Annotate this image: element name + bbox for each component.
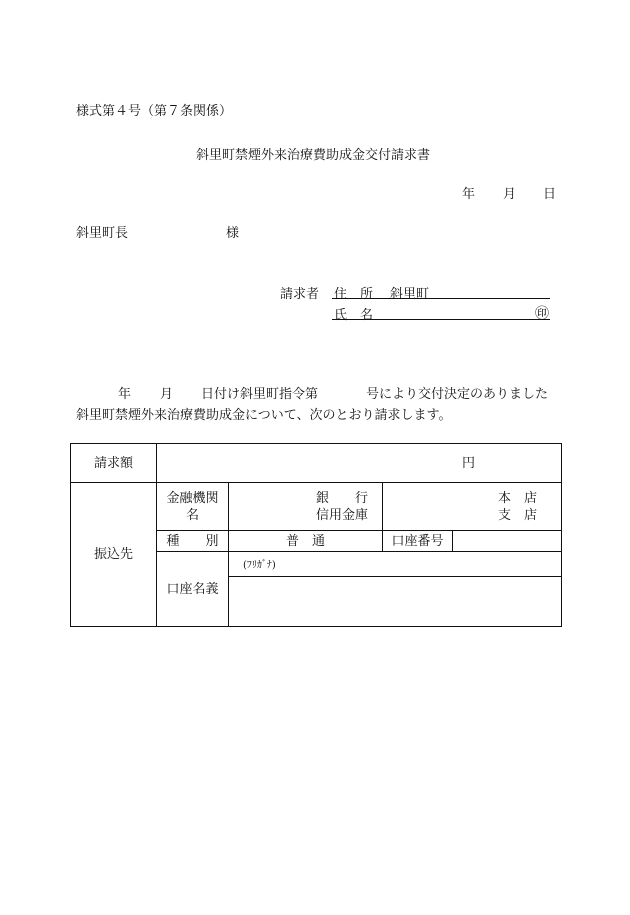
body-year: 年 bbox=[118, 387, 132, 402]
account-number-label: 口座番号 bbox=[383, 531, 453, 552]
name-label: 氏 名 bbox=[334, 308, 374, 323]
address-label: 住 所 bbox=[334, 287, 374, 302]
furigana-label: (ﾌﾘｶﾞﾅ) bbox=[243, 560, 276, 571]
bank-option: 銀 行 bbox=[315, 490, 368, 506]
account-holder-cell[interactable] bbox=[229, 577, 562, 627]
amount-cell[interactable] bbox=[157, 444, 562, 483]
account-number-cell[interactable] bbox=[453, 531, 562, 552]
head-office-option: 本 店 bbox=[498, 490, 538, 506]
form-number: 様式第４号（第７条関係） bbox=[76, 104, 233, 119]
name-underline bbox=[332, 319, 550, 320]
institution-label bbox=[157, 483, 229, 531]
type-value: 普 通 bbox=[229, 531, 383, 552]
type-label: 種 別 bbox=[157, 531, 229, 552]
address-value: 斜里町 bbox=[390, 287, 430, 302]
addressee-name: 斜里町長 bbox=[76, 226, 129, 241]
amount-label: 請求額 bbox=[71, 444, 157, 483]
body-line-2: 斜里町禁煙外来治療費助成金について、次のとおり請求します。 bbox=[76, 408, 452, 423]
date-year: 年 bbox=[462, 187, 476, 202]
body-month: 月 bbox=[160, 387, 174, 402]
date-day: 日 bbox=[543, 187, 557, 202]
address-underline bbox=[332, 298, 550, 299]
furigana-cell[interactable] bbox=[229, 552, 562, 577]
credit-union-option: 信用金庫 bbox=[315, 507, 368, 523]
branch-cell[interactable] bbox=[383, 483, 562, 531]
seal-mark: ㊞ bbox=[535, 306, 549, 322]
requester-label: 請求者 bbox=[280, 287, 320, 302]
institution-label-line-2: 名 bbox=[185, 507, 199, 523]
amount-unit: 円 bbox=[462, 455, 476, 471]
account-holder-label: 口座名義 bbox=[157, 552, 229, 627]
addressee-honorific: 様 bbox=[226, 226, 240, 241]
document-title: 斜里町禁煙外来治療費助成金交付請求書 bbox=[196, 148, 431, 163]
transfer-label: 振込先 bbox=[71, 483, 157, 627]
body-day-order: 日付け斜里町指令第 bbox=[201, 387, 319, 402]
date-month: 月 bbox=[503, 187, 517, 202]
bank-type-cell[interactable] bbox=[229, 483, 383, 531]
branch-option: 支 店 bbox=[498, 507, 538, 523]
request-table bbox=[70, 443, 562, 627]
institution-label-line-1: 金融機関 bbox=[166, 490, 219, 506]
body-number-rest: 号により交付決定のありました bbox=[366, 387, 549, 402]
